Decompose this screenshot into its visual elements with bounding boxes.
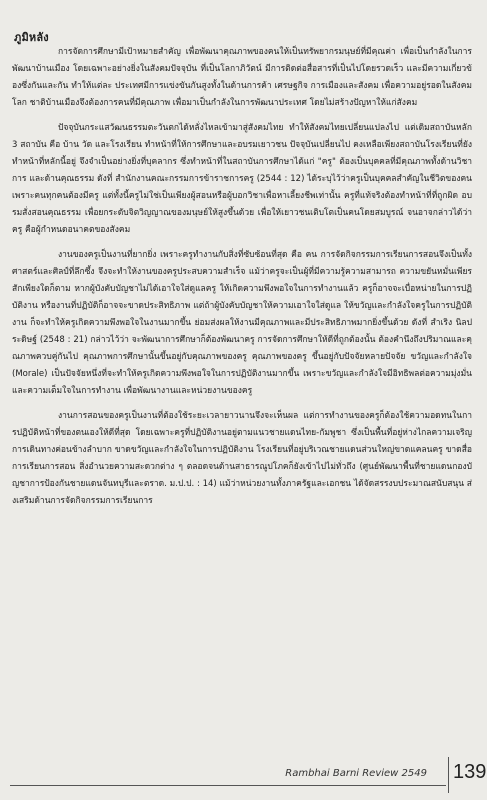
section-heading: ภูมิหลัง [14,31,49,44]
paragraph-1: การจัดการศึกษามีเป้าหมายสำคัญ เพื่อพัฒนาคุณภาพของคนให้เป็นทรัพยากรมนุษย์ที่มีคุณค่า เพื่อเป็นกำลังในการพัฒนาบ้านเมือง โดยเฉพาะอย่างยิ่งในสังคมปัจจุบัน ที่เป็นโลกาภิวัตน์ มีการติดต่อสื่อสารที่เป็นไปโดยรวดเร็ว และมีความเกี่ยวข้องซึ่งกันและกัน ทำให้แต่ละ ประเทศมีการแข่งขันกันสูงทั้งในด้านการค้า เศรษฐกิจ การเมืองและสังคม เพื่อความอยู่รอดในสังคมโลก ชาติบ้านเมืองจึงต้องการคนที่มีคุณภาพ เพื่อมาเป็นกำลังในการพัฒนาประเทศ โดยไม่สร้างปัญหาให้แก่สังคม [12,47,472,108]
body-text [12,44,472,742]
paragraph-2: ปัจจุบันกระแสวัฒนธรรมตะวันตกได้หลั่งไหลเข้ามาสู่สังคมไทย ทำให้สังคมไทยเปลี่ยนแปลงไป แต่เดิมสถาบันหลัก 3 สถาบัน คือ บ้าน วัด และโรงเรียน ทำหน้าที่ให้การศึกษาและอบรมเยาวชน ปัจจุบันเปลี่ยนไป คงเหลือเพียงสถาบันโรงเรียนที่ยังทำหน้าที่หลักนี้อยู่ จึงจำเป็นอย่างยิ่งที่บุคลากร ซึ่งทำหน้าที่ในสถาบันการศึกษาได้แก่ "ครู" ต้องเป็นบุคคลที่มีคุณภาพทั้งด้านวิชาการ และด้านคุณธรรม ดังที่ สำนักงานคณะกรรมการข้าราชการครู (2544 : 12) ได้ระบุไว้ว่าครูเป็นบุคคลสำคัญในชีวิตของคน เพราะคนทุกคนต้องมีครู แต่ทั้งนี้ครูไม่ใช่เป็นเพียงผู้สอนหรือผู้บอกวิชาเพื่อหาเลี้ยงชีพเท่านั้น ครูที่แท้จริงต้องทำหน้าที่ที่ถูกผิด อบรมสั่งสอนคุณธรรม เพื่อยกระดับจิตวิญญาณของมนุษย์ให้สูงขึ้นด้วย เพื่อให้เยาวชนเติบโตเป็นคนโดยสมบูรณ์ จนอาจกล่าวได้ว่า ครู คือผู้กำหนดอนาคตของสังคม [12,123,472,235]
page-number-divider [448,757,449,793]
page-number: 139 [453,761,487,783]
page-footer [0,757,487,797]
paragraph-3: งานของครูเป็นงานที่ยากยิ่ง เพราะครูทำงานกับสิ่งที่ซับซ้อนที่สุด คือ คน การจัดกิจกรรมการเรียนการสอนจึงเป็นทั้งศาสตร์และศิลป์ที่ลึกซึ้ง จึงจะทำให้งานของครูประสบความสำเร็จ แม้ว่าครูจะเป็นผู้ที่มีความรู้ความสามารถ ความขยันหมั่นเพียรสักเพียงใดก็ตาม หากผู้บังคับบัญชาไม่ได้เอาใจใส่ดูแลครู ให้เกิดความพึงพอใจในการทำงานแล้ว ครูก็อาจจะเบื่อหน่ายในการปฏิบัติงาน หรืองานที่ปฏิบัติก็อาจจะขาดประสิทธิภาพ แต่ถ้าผู้บังคับบัญชาให้ความเอาใจใส่ดูแล ให้ขวัญและกำลังใจครูในการปฏิบัติงาน ก็จะทำให้ครูเกิดความพึงพอใจในงานมากขึ้น ย่อมส่งผลให้งานมีคุณภาพและมีประสิทธิภาพมากยิ่งขึ้นด้วย ดังที่ สำเริง นิลประดิษฐ์ (2548 : 21) กล่าวไว้ว่า จะพัฒนาการศึกษาก็ต้องพัฒนาครู การจัดการศึกษาให้ดีที่ถูกต้องนั้น ต้องคำนึงถึงปริมาณและคุณภาพควบคู่กันไป คุณภาพการศึกษานั้นขึ้นอยู่กับคุณภาพของครู คุณภาพของครู ขึ้นอยู่กับปัจจัยหลายปัจจัย ขวัญและกำลังใจ (Morale) เป็นปัจจัยหนึ่งที่จะทำให้ครูเกิดความพึงพอใจในการปฏิบัติงานมากขึ้น เพราะขวัญและกำลังใจมีอิทธิพลต่อความมุ่งมั่นและความเต็มใจในการทำงาน เพื่อพัฒนางานและหน่วยงานของครู [12,250,472,396]
footer-rule [10,785,446,786]
journal-title: Rambhai Barni Review 2549 [285,768,427,779]
paragraph-4: งานการสอนของครูเป็นงานที่ต้องใช้ระยะเวลายาวนานจึงจะเห็นผล แต่การทำงานของครูก็ต้องใช้ความอดทนในการปฏิบัติหน้าที่ของตนเองให้ดีที่สุด โดยเฉพาะครูที่ปฏิบัติงานอยู่ตามแนวชายแดนไทย-กัมพูชา ซึ่งเป็นพื้นที่อยู่ห่างไกลความเจริญ การเดินทางค่อนข้างลำบาก ขาดขวัญและกำลังใจในการปฏิบัติงาน โรงเรียนที่อยู่บริเวณชายแดนส่วนใหญ่ขาดแคลนครู ขาดสื่อการเรียนการสอน สิ่งอำนวยความสะดวกต่าง ๆ ตลอดจนด้านสาธารณูปโภคก็ยังเข้าไปไม่ทั่วถึง (ศูนย์พัฒนาพื้นที่ชายแดนกองบัญชาการป้องกันชายแดนจันทบุรีและตราด. ม.ป.ป. : 14) แม้ว่าหน่วยงานทั้งภาครัฐและเอกชน ได้จัดสรรงบประมาณสนับสนุน ส่งเสริมด้านการจัดกิจกรรมการเรียนการ [12,411,472,506]
